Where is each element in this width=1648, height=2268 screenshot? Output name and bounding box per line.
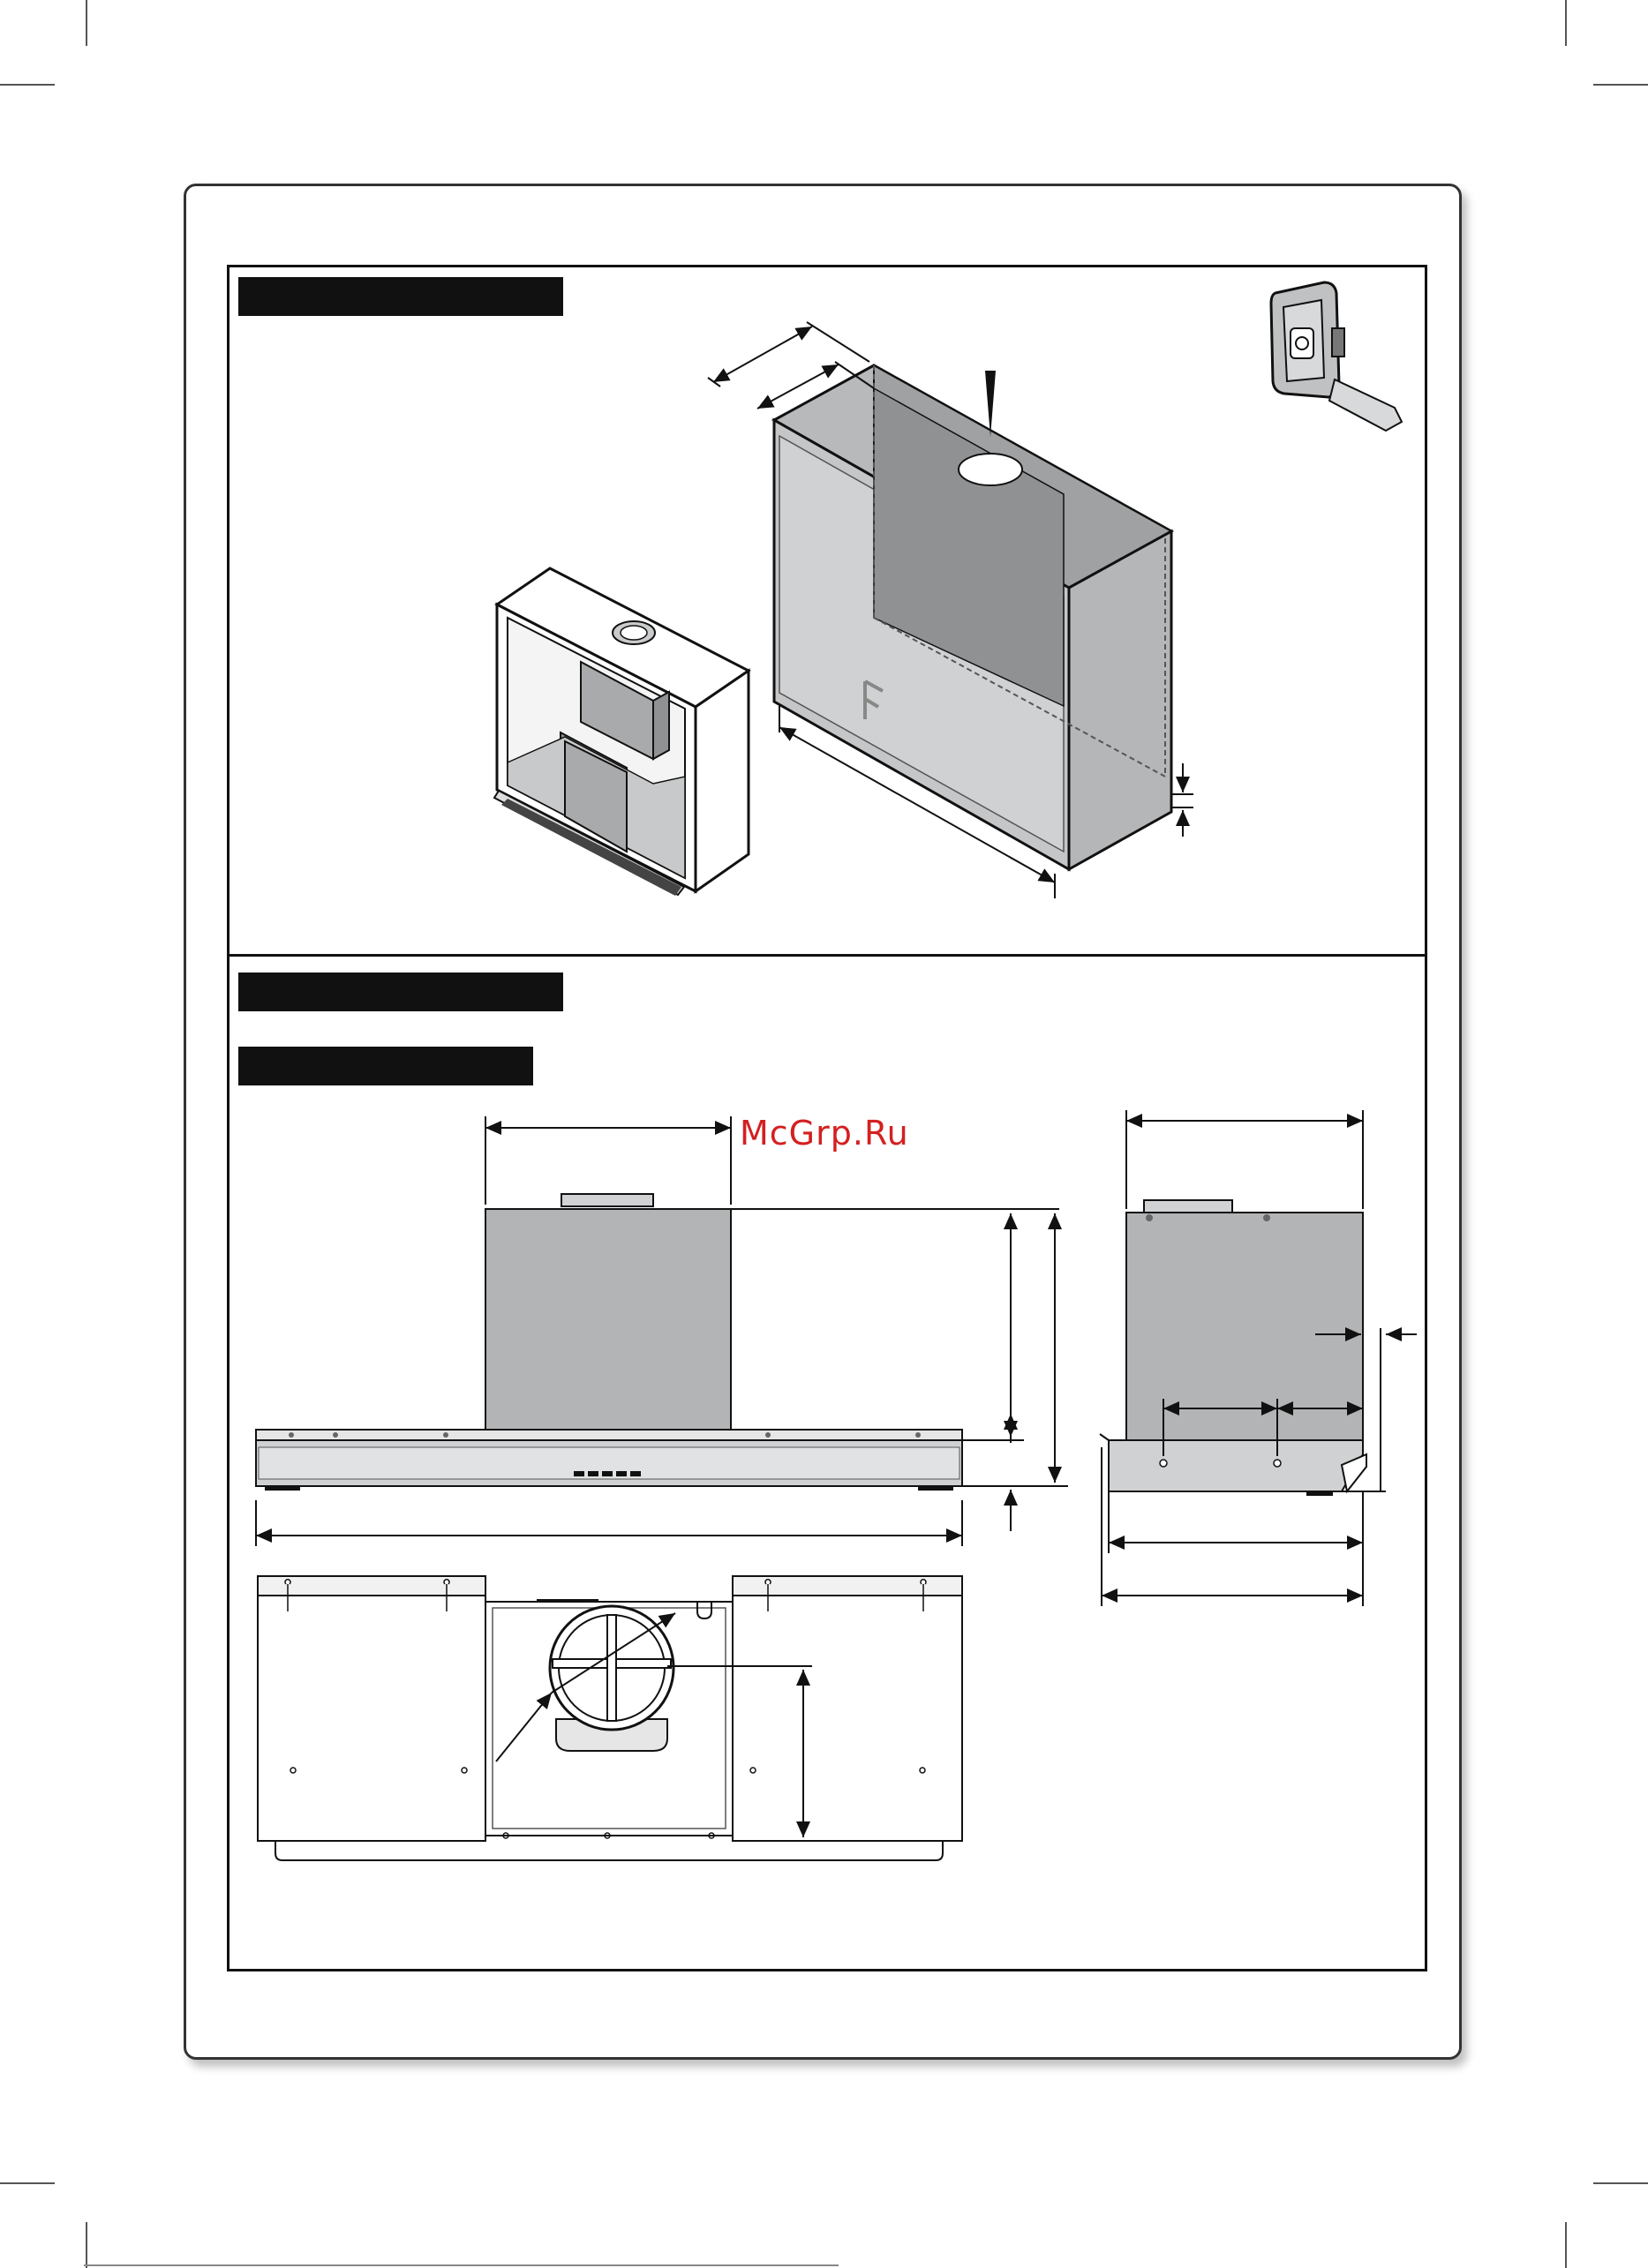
hood-front-view (256, 1194, 962, 1491)
hood-top-view (258, 1576, 962, 1860)
cabinet-marker-letter: F (0, 0, 1, 1)
footer-rule (84, 2264, 839, 2266)
watermark: McGrp.Ru (740, 1114, 909, 1153)
tape-measure-icon (1271, 282, 1402, 431)
cabinet-with-hood-illustration (494, 568, 749, 896)
hood-side-view (1100, 1200, 1366, 1496)
